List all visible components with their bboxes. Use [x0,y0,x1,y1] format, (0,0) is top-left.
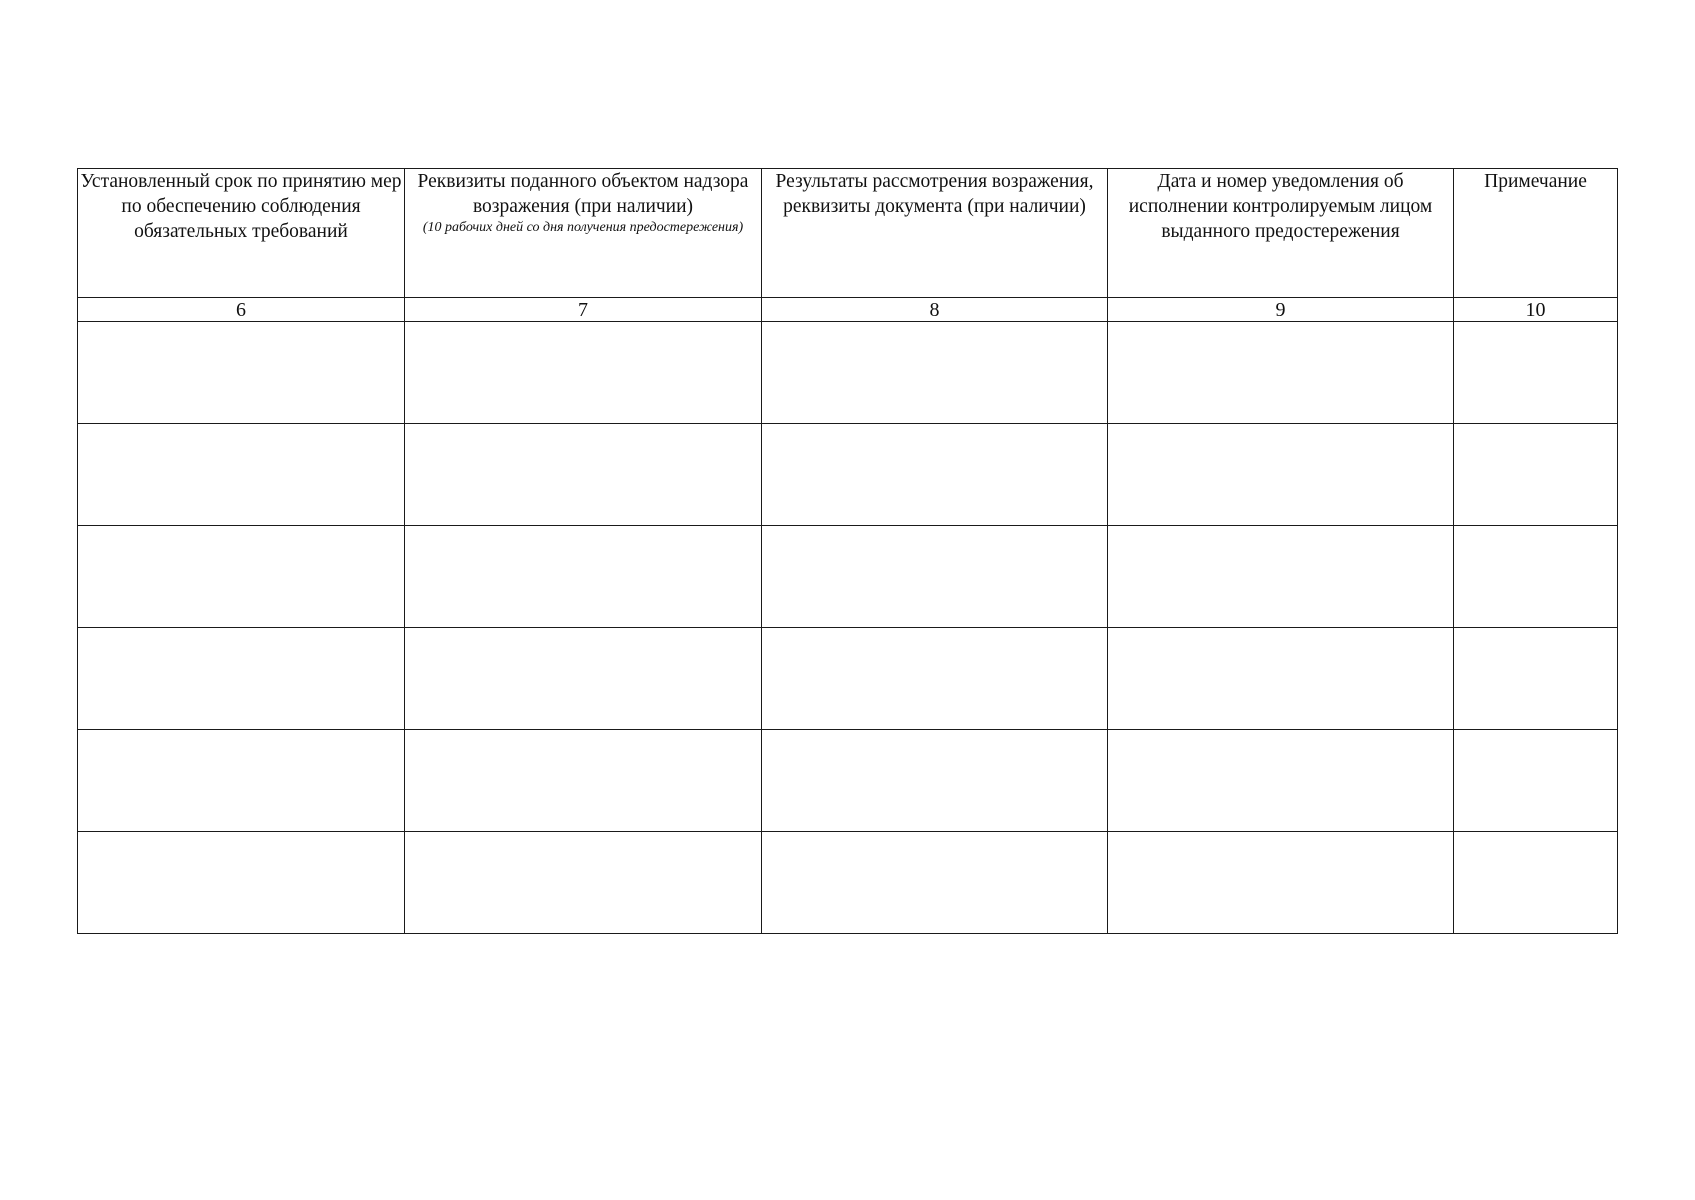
column-header-notification [1108,169,1454,298]
table-cell[interactable] [1454,424,1618,526]
table-row [78,526,1618,628]
column-header-remark [1454,169,1618,298]
table-row [78,322,1618,424]
column-number: 10 [1454,298,1618,322]
table-cell[interactable] [1108,832,1454,934]
column-header-text: Установленный срок по принятию мер по обеспечению соблюдения обязательных требований [80,171,402,242]
table-cell[interactable] [1454,832,1618,934]
column-number: 6 [78,298,405,322]
table-cell[interactable] [1108,526,1454,628]
register-table [77,168,1618,934]
table-cell[interactable] [1108,424,1454,526]
table-cell[interactable] [78,730,405,832]
column-header-text: Результаты рассмотрения возражения, реквизиты документа (при наличии) [775,171,1094,217]
table-cell[interactable] [762,730,1108,832]
column-number-row [78,298,1618,322]
table-row [78,832,1618,934]
table-cell[interactable] [78,628,405,730]
column-header-note: (10 рабочих дней со дня получения предостережения) [422,220,744,235]
table-cell[interactable] [405,730,762,832]
table-cell[interactable] [405,322,762,424]
header-row [78,169,1618,298]
column-header-review-results [762,169,1108,298]
table-cell[interactable] [78,832,405,934]
table-cell[interactable] [762,322,1108,424]
register-sheet [77,168,1617,934]
table-row [78,424,1618,526]
table-cell[interactable] [1108,322,1454,424]
table-cell[interactable] [78,424,405,526]
table-cell[interactable] [762,628,1108,730]
table-row [78,730,1618,832]
column-header-text: Дата и номер уведомления об исполнении контролируемым лицом выданного предостережения [1128,171,1433,242]
table-cell[interactable] [78,322,405,424]
table-cell[interactable] [1454,526,1618,628]
table-cell[interactable] [762,832,1108,934]
table-cell[interactable] [405,832,762,934]
column-number: 9 [1108,298,1454,322]
column-header-objection-details [405,169,762,298]
table-cell[interactable] [405,628,762,730]
table-cell[interactable] [1454,322,1618,424]
table-cell[interactable] [1454,628,1618,730]
column-number: 7 [405,298,762,322]
table-cell[interactable] [762,526,1108,628]
column-header-deadline [78,169,405,298]
column-header-text: Примечание [1484,171,1587,192]
table-cell[interactable] [405,424,762,526]
table-cell[interactable] [762,424,1108,526]
table-cell[interactable] [78,526,405,628]
table-cell[interactable] [405,526,762,628]
table-row [78,628,1618,730]
table-cell[interactable] [1454,730,1618,832]
column-header-text: Реквизиты поданного объектом надзора возражения (при наличии) [417,171,749,217]
table-cell[interactable] [1108,730,1454,832]
column-number: 8 [762,298,1108,322]
table-cell[interactable] [1108,628,1454,730]
